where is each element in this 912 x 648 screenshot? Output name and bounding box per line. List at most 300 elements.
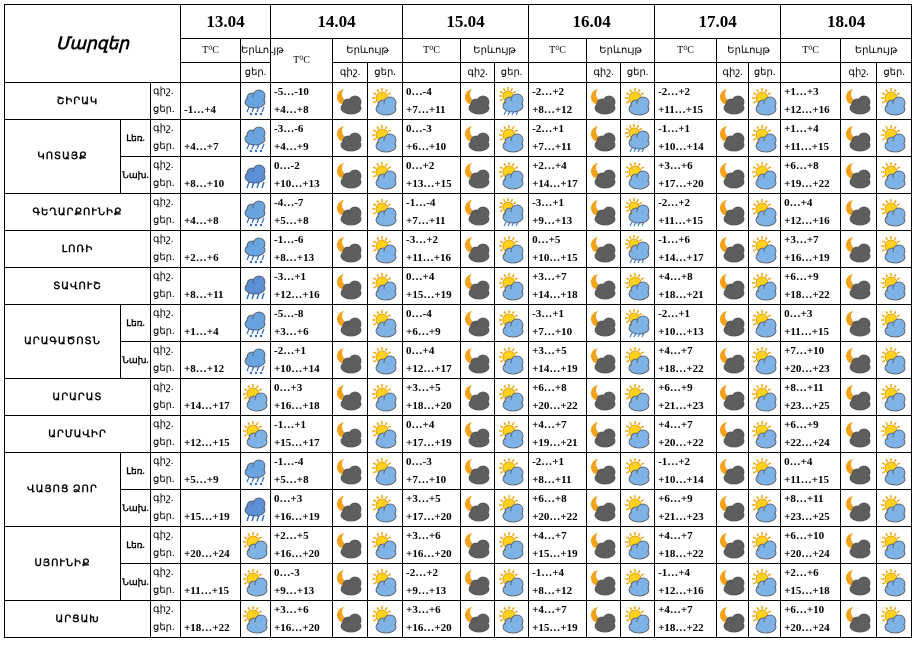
moon-cloud-icon [718,234,748,264]
rain-snow-icon [241,456,271,486]
day-temperature: +5…+8 [274,215,309,227]
night-temperature: -5…-10 [274,86,309,98]
day-temperature: +15…+17 [274,437,320,449]
blank-header [181,63,241,83]
date-header: 18.04 [781,5,912,39]
night-short: գիշ. [153,86,174,97]
date-header: 13.04 [181,5,271,39]
temperature-cell [529,564,587,601]
night-temperature: 0…+4 [784,197,813,209]
moon-cloud-icon [335,530,365,560]
sun-cloud-icon [497,345,527,375]
moon-cloud-icon [844,382,874,412]
weather-icon-cell [841,601,877,638]
temperature-cell [181,120,241,157]
weather-icon-cell [495,601,529,638]
sun-cloud-icon [750,345,780,375]
night-temperature: -2…+1 [532,123,564,135]
night-temperature: +4…+7 [532,419,567,431]
night-temperature: 0…-2 [274,160,300,172]
weather-icon-cell [749,416,781,453]
day-temperature: +12…+16 [784,104,830,116]
night-temperature: 0…-3 [406,123,432,135]
day-temperature: +17…+19 [406,437,452,449]
forecast-row [5,490,912,527]
weather-icon-cell [495,120,529,157]
day-short: ցեր. [153,252,175,263]
day-temperature: +9…+13 [406,585,447,597]
weather-icon-cell [587,194,621,231]
day-temperature: +19…+22 [784,178,830,190]
temperature-cell [655,601,717,638]
temperature-cell [181,342,241,379]
weather-icon-cell [241,342,271,379]
sun-cloud-icon [879,530,909,560]
weather-icon-cell [587,453,621,490]
day-temperature: +10…+13 [658,326,704,338]
weather-icon-cell [877,120,912,157]
weather-icon-cell [333,416,368,453]
day-night-label [151,231,181,268]
day-short: ցեր. [153,622,175,633]
rain-snow-icon [241,345,271,375]
day-temperature [181,157,240,175]
night-temperature: +6…+9 [784,419,819,431]
weather-icon-cell [368,120,403,157]
day-temperature: +20…+22 [532,511,578,523]
forecast-table-wrapper [4,4,906,644]
night-header: գիշ. [841,63,877,83]
weather-icon-cell [461,268,495,305]
date-header: 16.04 [529,5,655,39]
sun-cloud-icon [750,530,780,560]
day-temperature: +15…+18 [784,585,830,597]
rain-cloud-icon [241,271,271,301]
sun-cloud-rain-icon [623,123,653,153]
weather-icon-cell [333,342,368,379]
temperature-cell [403,194,461,231]
weather-icon-cell [241,83,271,120]
night-short: գիշ. [153,271,174,282]
weather-icon-cell [877,194,912,231]
weather-icon-cell [587,268,621,305]
moon-cloud-icon [844,604,874,634]
day-temperature: +11…+15 [658,104,704,116]
temperature-cell [781,379,841,416]
day-temperature: +16…+19 [784,252,830,264]
weather-icon-cell [241,601,271,638]
day-temperature: +18…+20 [406,400,452,412]
moon-cloud-icon [335,234,365,264]
sun-cloud-icon [370,345,400,375]
sun-cloud-icon [497,530,527,560]
weather-icon-cell [717,83,749,120]
sun-cloud-icon [241,567,271,597]
weather-icon-cell [368,157,403,194]
sun-cloud-icon [750,308,780,338]
weather-icon-cell [461,527,495,564]
temperature-header: T⁰C [655,39,717,63]
weather-header: Երևույթ [461,39,529,63]
night-temperature: 0…-4 [406,86,432,98]
temperature-cell [655,231,717,268]
day-night-label [151,194,181,231]
weather-icon-cell [368,342,403,379]
sun-cloud-rain-icon [497,86,527,116]
day-short: ցեր. [153,548,175,559]
sun-cloud-icon [497,604,527,634]
moon-cloud-icon [463,345,493,375]
moon-cloud-icon [718,123,748,153]
temperature-cell [271,157,333,194]
moon-cloud-icon [589,123,619,153]
temperature-cell [403,601,461,638]
temperature-cell [781,83,841,120]
day-night-label [151,305,181,342]
weather-icon-cell [241,416,271,453]
temperature-cell [781,194,841,231]
temperature-cell [655,453,717,490]
altitude-zone: Լեռ. [121,527,151,564]
forecast-row [5,231,912,268]
weather-icon-cell [717,157,749,194]
temperature-cell [271,490,333,527]
night-temperature: 0…+4 [406,419,435,431]
weather-icon-cell [841,379,877,416]
region-name: ԿՈՏԱՅՔ [5,120,121,194]
moon-cloud-icon [589,493,619,523]
temperature-cell [271,564,333,601]
weather-icon-cell [495,194,529,231]
sun-cloud-icon [750,160,780,190]
weather-icon-cell [877,527,912,564]
temperature-header: T⁰C [781,39,841,63]
night-temperature: +2…+4 [532,160,567,172]
night-temperature: +6…+10 [784,604,825,616]
sun-cloud-icon [879,419,909,449]
blank-header [529,63,587,83]
weather-icon-cell [587,416,621,453]
day-temperature: +20…+22 [532,400,578,412]
sun-cloud-icon [879,160,909,190]
weather-icon-cell [241,157,271,194]
day-temperature: +9…+13 [274,585,315,597]
day-temperature: +15…+19 [532,622,578,634]
night-short: գիշ. [153,456,174,467]
temperature-cell [655,83,717,120]
moon-cloud-icon [589,567,619,597]
temperature-cell [529,342,587,379]
weather-icon-cell [495,268,529,305]
moon-cloud-icon [335,271,365,301]
sun-cloud-icon [750,234,780,264]
moon-cloud-icon [335,382,365,412]
night-temperature: +14…+17 [184,400,230,412]
temperature-cell [181,194,241,231]
sun-cloud-icon [241,419,271,449]
weather-icon-cell [717,305,749,342]
weather-icon-cell [621,268,655,305]
temperature-cell [655,490,717,527]
moon-cloud-icon [718,160,748,190]
night-temperature: +4…+8 [658,271,693,283]
day-temperature: +8…+12 [532,585,573,597]
weather-icon-cell [621,453,655,490]
temperature-cell [181,601,241,638]
day-temperature: +5…+8 [274,474,309,486]
night-temperature: 0…+2 [406,160,435,172]
night-temperature: +3…+6 [406,530,441,542]
weather-icon-cell [461,416,495,453]
night-temperature: +18…+22 [184,622,230,634]
sun-cloud-icon [497,382,527,412]
day-temperature: +11…+15 [784,474,830,486]
sun-cloud-icon [623,345,653,375]
weather-icon-cell [368,231,403,268]
weather-icon-cell [495,379,529,416]
day-temperature: +13…+15 [406,178,452,190]
temperature-cell [529,83,587,120]
forecast-row [5,194,912,231]
sun-cloud-icon [370,123,400,153]
night-temperature: -1…+6 [658,234,691,246]
night-short: գիշ. [153,419,174,430]
night-header: գիշ. [333,63,368,83]
moon-cloud-icon [335,86,365,116]
weather-icon-cell [241,120,271,157]
weather-icon-cell [368,194,403,231]
day-night-label [151,83,181,120]
region-name: ԱՐՑԱԽ [5,601,151,638]
night-temperature: -1…-4 [406,197,436,209]
weather-icon-cell [587,120,621,157]
day-temperature: +12…+16 [274,289,320,301]
weather-icon-cell [841,157,877,194]
moon-cloud-icon [463,382,493,412]
forecast-table [4,4,912,638]
weather-icon-cell [841,231,877,268]
temperature-cell [781,453,841,490]
weather-icon-cell [333,157,368,194]
sun-cloud-icon [370,271,400,301]
moon-cloud-icon [844,419,874,449]
sun-cloud-icon [497,567,527,597]
weather-icon-cell [877,83,912,120]
weather-icon-cell [621,379,655,416]
day-temperature: +3…+6 [274,326,309,338]
weather-icon-cell [241,490,271,527]
night-short: գիշ. [153,234,174,245]
weather-icon-cell [877,416,912,453]
day-night-label [151,453,181,490]
day-temperature: +11…+15 [784,141,830,153]
weather-icon-cell [495,527,529,564]
weather-icon-cell [461,120,495,157]
temperature-cell [529,268,587,305]
day-temperature: +20…+22 [658,437,704,449]
weather-icon-cell [749,305,781,342]
weather-icon-cell [241,231,271,268]
day-temperature: +20…+23 [784,363,830,375]
night-temperature: +3…+5 [406,493,441,505]
temperature-cell [655,194,717,231]
moon-cloud-icon [844,493,874,523]
day-temperature: +11…+15 [658,215,704,227]
weather-icon-cell [333,305,368,342]
forecast-row [5,416,912,453]
moon-cloud-icon [589,160,619,190]
weather-icon-cell [368,305,403,342]
moon-cloud-icon [463,419,493,449]
temperature-cell [403,453,461,490]
night-temperature: +2…+6 [784,567,819,579]
temperature-cell [403,379,461,416]
moon-cloud-icon [335,493,365,523]
moon-cloud-icon [463,160,493,190]
moon-cloud-icon [844,345,874,375]
region-name: ՏԱՎՈՒՇ [5,268,151,305]
weather-icon-cell [587,379,621,416]
rain-snow-icon [241,123,271,153]
moon-cloud-icon [335,456,365,486]
weather-icon-cell [621,342,655,379]
weather-icon-cell [717,342,749,379]
night-short: գիշ. [153,382,174,393]
weather-icon-cell [621,305,655,342]
night-temperature: +6…+9 [658,493,693,505]
altitude-zone: Լեռ. [121,120,151,157]
temperature-cell [655,564,717,601]
weather-icon-cell [587,342,621,379]
sun-cloud-icon [623,604,653,634]
sun-cloud-icon [879,604,909,634]
temperature-cell [403,157,461,194]
day-short: ցեր. [153,585,175,596]
day-temperature: +12…+16 [658,585,704,597]
sun-cloud-icon [879,345,909,375]
day-temperature: +23…+25 [784,400,830,412]
day-short: ցեր. [153,363,175,374]
temperature-cell [781,157,841,194]
night-short: գիշ. [153,345,174,356]
altitude-zone: Նախ. [121,490,151,527]
day-temperature [181,490,240,508]
night-temperature: 0…-3 [274,567,300,579]
temperature-cell [781,231,841,268]
region-name: ՍՅՈՒՆԻՔ [5,527,121,601]
moon-cloud-icon [844,271,874,301]
night-temperature: 0…-3 [406,456,432,468]
temperature-cell [271,342,333,379]
sun-cloud-icon [750,567,780,597]
day-temperature [181,342,240,360]
region-name: ԳԵՂԱՐՔՈՒՆԻՔ [5,194,151,231]
weather-icon-cell [461,564,495,601]
sun-cloud-icon [370,160,400,190]
day-header: ցեր. [495,63,529,83]
sun-cloud-icon [750,197,780,227]
day-temperature: +20…+24 [784,622,830,634]
day-temperature [181,268,240,286]
temperature-cell [271,453,333,490]
temperature-cell [181,416,241,453]
day-temperature: +17…+20 [658,178,704,190]
day-night-label [151,601,181,638]
night-temperature: +6…+9 [784,271,819,283]
night-temperature: -4…-7 [274,197,304,209]
day-temperature: +22…+24 [784,437,830,449]
weather-icon-cell [333,379,368,416]
temperature-header: T⁰C [403,39,461,63]
day-temperature: +14…+17 [658,252,704,264]
temperature-cell [403,268,461,305]
weather-icon-cell [841,416,877,453]
temperature-cell [781,527,841,564]
weather-icon-cell [877,379,912,416]
temperature-cell [181,83,241,120]
moon-cloud-icon [718,419,748,449]
night-temperature: +4…+7 [532,530,567,542]
moon-cloud-icon [589,419,619,449]
region-name: ԱՐԱՐԱՏ [5,379,151,416]
date-header: 17.04 [655,5,781,39]
weather-icon-cell [461,490,495,527]
day-short: ցեր. [153,474,175,485]
sun-cloud-icon [370,419,400,449]
temperature-cell [403,416,461,453]
weather-icon-cell [717,268,749,305]
day-temperature: +23…+25 [784,511,830,523]
day-temperature: +16…+19 [274,511,320,523]
sun-cloud-icon [879,456,909,486]
temperature-cell [403,231,461,268]
moon-cloud-icon [589,308,619,338]
weather-icon-cell [621,490,655,527]
moon-cloud-icon [463,604,493,634]
day-temperature: +18…+21 [658,289,704,301]
temperature-cell [271,231,333,268]
moon-cloud-icon [463,234,493,264]
sun-cloud-icon [370,308,400,338]
date-header: 15.04 [403,5,529,39]
forecast-row [5,305,912,342]
night-temperature: +4…+7 [184,141,219,153]
sun-cloud-icon [623,567,653,597]
weather-header: Երևույթ [241,39,271,63]
weather-icon-cell [368,416,403,453]
region-name: ՇԻՐԱԿ [5,83,151,120]
weather-icon-cell [495,83,529,120]
day-temperature: +12…+17 [406,363,452,375]
night-short: գիշ. [153,308,174,319]
night-temperature: 0…+5 [532,234,561,246]
forecast-row [5,564,912,601]
moon-cloud-icon [718,567,748,597]
night-temperature: -1…+1 [658,123,691,135]
night-short: գիշ. [153,123,174,134]
temperature-cell [655,157,717,194]
rain-snow-icon [241,308,271,338]
night-temperature: +4…+7 [658,604,693,616]
moon-cloud-icon [718,456,748,486]
day-temperature: +16…+20 [406,622,452,634]
sun-cloud-icon [879,271,909,301]
sun-cloud-icon [623,271,653,301]
day-temperature: +6…+9 [406,326,441,338]
moon-cloud-icon [335,197,365,227]
sun-cloud-icon [370,567,400,597]
sun-cloud-icon [370,382,400,412]
